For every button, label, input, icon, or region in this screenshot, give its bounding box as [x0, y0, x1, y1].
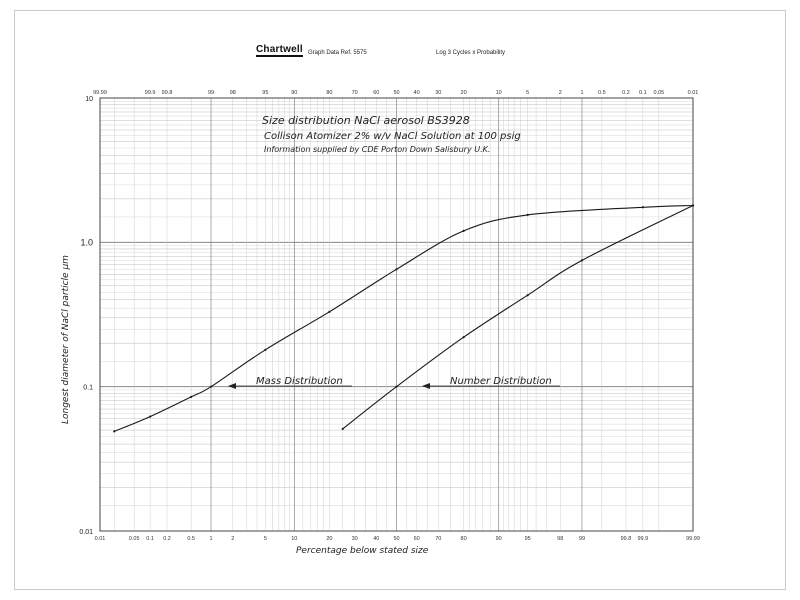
- x-tick-label-bottom: 0.01: [94, 536, 106, 542]
- x-tick-label-bottom: 99.8: [620, 536, 632, 542]
- series-lines: [113, 204, 694, 432]
- mass-data-point: [149, 416, 151, 418]
- x-tick-label-top: 0.01: [687, 90, 699, 96]
- y-tick-label: 10: [85, 96, 93, 103]
- x-tick-label-bottom: 0.5: [187, 536, 195, 542]
- x-axis-label: Percentage below stated size: [296, 546, 429, 556]
- x-tick-label-bottom: 90: [495, 536, 502, 542]
- annotation-line-2: Collison Atomizer 2% w/v NaCl Solution at 100 psig: [264, 131, 521, 142]
- x-tick-label-top: 1: [580, 90, 584, 96]
- mass-data-point: [210, 386, 212, 388]
- mass-data-point: [527, 214, 529, 216]
- number-data-point: [462, 336, 464, 338]
- mass-data-point: [328, 311, 330, 313]
- x-tick-label-bottom: 0.2: [163, 536, 171, 542]
- number-data-point: [581, 259, 583, 261]
- x-tick-label-bottom: 98: [557, 536, 564, 542]
- graph-ref-label: Graph Data Ref. 5575: [308, 50, 367, 56]
- x-tick-label-bottom: 30: [351, 536, 358, 542]
- x-tick-label-bottom: 80: [460, 536, 467, 542]
- scale-label: Log 3 Cycles x Probability: [436, 50, 506, 56]
- mass-distribution-label: Mass Distribution: [256, 376, 343, 387]
- x-tick-label-top: 30: [435, 90, 442, 96]
- x-tick-label-top: 98: [229, 90, 236, 96]
- x-tick-label-top: 2: [558, 90, 562, 96]
- mass-distribution-line: [114, 206, 693, 432]
- x-tick-label-top: 10: [495, 90, 502, 96]
- x-tick-label-bottom: 0.1: [146, 536, 154, 542]
- y-tick-label: 1.0: [80, 237, 93, 248]
- x-tick-label-bottom: 99: [578, 536, 586, 542]
- mass-data-point: [190, 396, 192, 398]
- x-tick-label-top: 80: [326, 90, 333, 96]
- x-tick-label-bottom: 60: [413, 536, 420, 542]
- mass-data-point: [642, 206, 644, 208]
- x-tick-label-top: 99.8: [161, 90, 173, 96]
- mass-data-point: [113, 430, 115, 432]
- x-tick-label-bottom: 2: [231, 536, 235, 542]
- x-tick-labels-bottom: [95, 536, 700, 542]
- mass-data-point: [462, 230, 464, 232]
- number-data-point: [527, 294, 529, 296]
- number-arrow-head: [422, 383, 430, 389]
- x-tick-label-top: 40: [413, 90, 420, 96]
- x-tick-label-bottom: 5: [263, 536, 267, 542]
- x-tick-label-top: 50: [393, 90, 400, 96]
- number-distribution-label: Number Distribution: [450, 376, 552, 387]
- y-tick-label: 0.1: [83, 384, 93, 392]
- x-tick-label-bottom: 0.05: [128, 536, 140, 542]
- mass-arrow-head: [228, 383, 236, 389]
- mass-data-point: [264, 349, 266, 351]
- x-tick-label-top: 99.99: [93, 90, 107, 96]
- annotation-line-1: Size distribution NaCl aerosol BS3928: [262, 114, 470, 127]
- annotation-line-3: Information supplied by CDE Porton Down Salisbury U.K.: [264, 145, 491, 154]
- number-data-point: [692, 204, 694, 206]
- x-tick-label-bottom: 99.9: [637, 536, 649, 542]
- x-tick-label-top: 0.5: [598, 90, 606, 96]
- brand-logo: Chartwell: [256, 44, 303, 55]
- number-distribution-line: [343, 206, 693, 429]
- mass-data-point: [395, 268, 397, 270]
- x-tick-label-top: 95: [262, 90, 269, 96]
- x-tick-label-bottom: 20: [326, 536, 333, 542]
- x-tick-label-top: 0.2: [622, 90, 630, 96]
- x-tick-label-bottom: 10: [291, 536, 298, 542]
- y-axis-label: Longest diameter of NaCl particle µm: [61, 255, 71, 424]
- x-tick-label-top: 0.05: [653, 90, 665, 96]
- y-tick-label: 0.01: [79, 529, 93, 536]
- number-data-point: [342, 428, 344, 430]
- x-tick-label-bottom: 40: [373, 536, 380, 542]
- x-tick-label-bottom: 70: [435, 536, 442, 542]
- x-tick-label-top: 5: [526, 90, 530, 96]
- number-data-point: [395, 386, 397, 388]
- x-tick-label-top: 99: [207, 90, 215, 96]
- x-tick-label-top: 70: [351, 90, 358, 96]
- x-tick-label-top: 99.9: [144, 90, 156, 96]
- x-tick-label-bottom: 95: [524, 536, 531, 542]
- x-tick-label-top: 20: [460, 90, 467, 96]
- x-tick-label-bottom: 1: [209, 536, 213, 542]
- x-tick-label-top: 0.1: [639, 90, 647, 96]
- grid: [100, 98, 693, 531]
- x-tick-label-bottom: 99.99: [686, 536, 700, 542]
- x-tick-labels-top: [93, 90, 698, 96]
- x-tick-label-top: 60: [373, 90, 380, 96]
- y-tick-labels: [79, 96, 93, 536]
- x-tick-label-bottom: 50: [393, 536, 400, 542]
- x-tick-label-top: 90: [291, 90, 298, 96]
